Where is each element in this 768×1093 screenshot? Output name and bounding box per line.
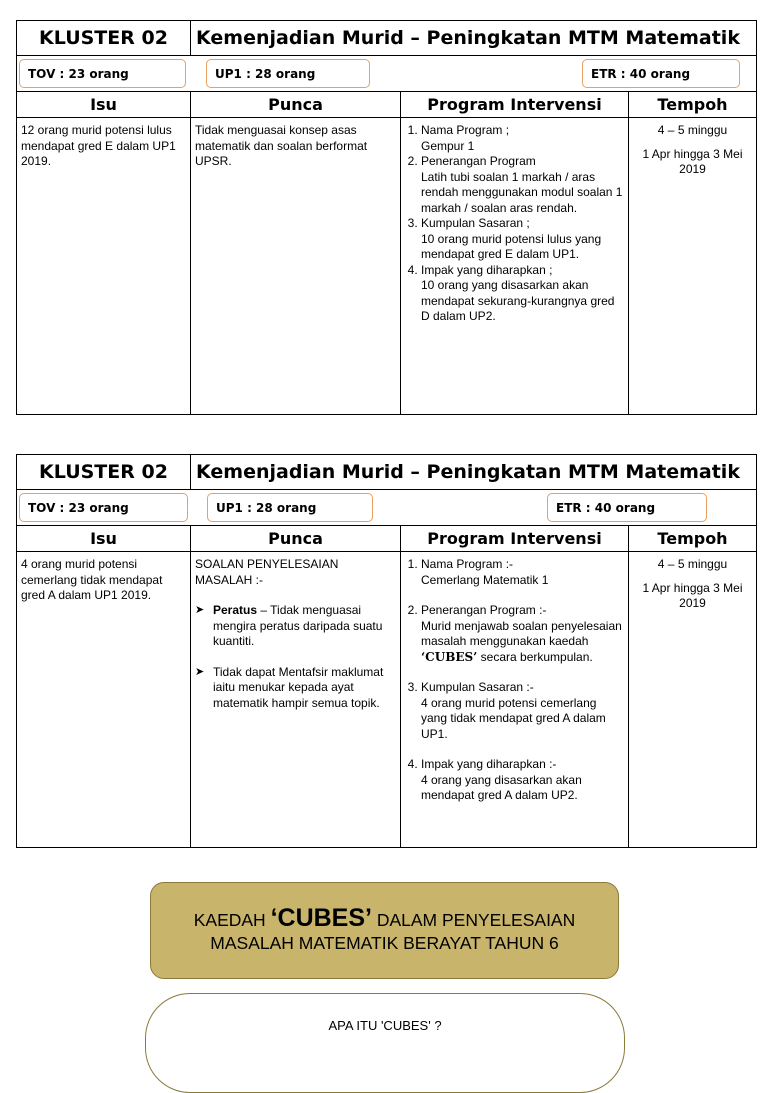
- tempoh-duration: 4 – 5 minggu: [657, 557, 728, 571]
- header-tempoh: Tempoh: [628, 91, 757, 118]
- punca-bullet: ➤ Peratus – Tidak menguasai mengira peratus daripada suatu kuantiti.: [195, 603, 396, 650]
- program-item: 2. Penerangan Program Latih tubi soalan 1 markah / aras rendah menggunakan modul soalan 1 markah / soalan aras rendah.: [421, 154, 624, 216]
- program-list: [405, 557, 624, 804]
- apa-itu-cubes-box: [145, 993, 625, 1093]
- punca-intro: SOALAN PENYELESAIAN MASALAH :-: [195, 557, 339, 587]
- punca-bullet: ➤ Tidak dapat Mentafsir maklumat iaitu menukar kepada ayat matematik hampir semua topik.: [195, 665, 396, 712]
- header-isu: Isu: [16, 525, 191, 552]
- kluster-label: KLUSTER 02: [16, 20, 191, 56]
- punca-list: [195, 603, 396, 711]
- tempoh-cell: [628, 117, 757, 415]
- banner-line-1: KAEDAH ‘CUBES’ DALAM PENYELESAIAN: [193, 903, 576, 932]
- program-cell: [400, 117, 629, 415]
- apa-itu-cubes-text: APA ITU 'CUBES' ?: [328, 1018, 442, 1033]
- tov-badge: TOV : 23 orang: [19, 59, 186, 88]
- header-tempoh: Tempoh: [628, 525, 757, 552]
- kluster-label: KLUSTER 02: [16, 454, 191, 490]
- program-item: 3. Kumpulan Sasaran ; 10 orang murid potensi lulus yang mendapat gred E dalam UP1.: [421, 216, 624, 263]
- isu-cell: 4 orang murid potensi cemerlang tidak mendapat gred A dalam UP1 2019.: [16, 551, 191, 848]
- program-item: 4. Impak yang diharapkan ; 10 orang yang disasarkan akan mendapat sekurang-kurangnya gred D dalam UP2.: [421, 263, 624, 325]
- kluster-title: Kemenjadian Murid – Peningkatan MTM Matematik: [190, 20, 757, 56]
- banner-cubes: ‘CUBES’: [270, 903, 372, 932]
- table-2: [16, 454, 757, 848]
- punca-cell: Tidak menguasai konsep asas matematik dan soalan berformat UPSR.: [190, 117, 401, 415]
- program-cell: [400, 551, 629, 848]
- header-punca: Punca: [190, 525, 401, 552]
- table-1: [16, 20, 757, 415]
- banner-line-2: MASALAH MATEMATIK BERAYAT TAHUN 6: [210, 932, 559, 953]
- header-program: Program Intervensi: [400, 525, 629, 552]
- program-item: 3. Kumpulan Sasaran :- 4 orang murid potensi cemerlang yang tidak mendapat gred A dalam UP1.: [421, 680, 624, 742]
- cubes-term: ‘CUBES’: [421, 649, 478, 664]
- tempoh-dates: 1 Apr hingga 3 Mei 2019: [642, 146, 743, 176]
- tempoh-cell: [628, 551, 757, 848]
- program-list: [405, 123, 624, 325]
- program-item: 1. Nama Program ; Gempur 1: [421, 123, 624, 154]
- cubes-banner: [150, 882, 619, 979]
- program-item: 4. Impak yang diharapkan :- 4 orang yang disasarkan akan mendapat gred A dalam UP2.: [421, 757, 624, 804]
- header-program: Program Intervensi: [400, 91, 629, 118]
- punca-cell: [190, 551, 401, 848]
- header-isu: Isu: [16, 91, 191, 118]
- isu-cell: 12 orang murid potensi lulus mendapat gred E dalam UP1 2019.: [16, 117, 191, 415]
- program-item: 2. Penerangan Program :- Murid menjawab soalan penyelesaian masalah menggunakan kaedah ‘CUBES’ secara berkumpulan.: [421, 603, 624, 665]
- tov-badge: TOV : 23 orang: [19, 493, 188, 522]
- program-item: 1. Nama Program :- Cemerlang Matematik 1: [421, 557, 624, 588]
- tempoh-dates: 1 Apr hingga 3 Mei 2019: [642, 580, 743, 610]
- etr-badge: ETR : 40 orang: [547, 493, 707, 522]
- up1-badge: UP1 : 28 orang: [207, 493, 373, 522]
- tempoh-duration: 4 – 5 minggu: [657, 123, 728, 137]
- up1-badge: UP1 : 28 orang: [206, 59, 370, 88]
- header-punca: Punca: [190, 91, 401, 118]
- etr-badge: ETR : 40 orang: [582, 59, 740, 88]
- kluster-title: Kemenjadian Murid – Peningkatan MTM Matematik: [190, 454, 757, 490]
